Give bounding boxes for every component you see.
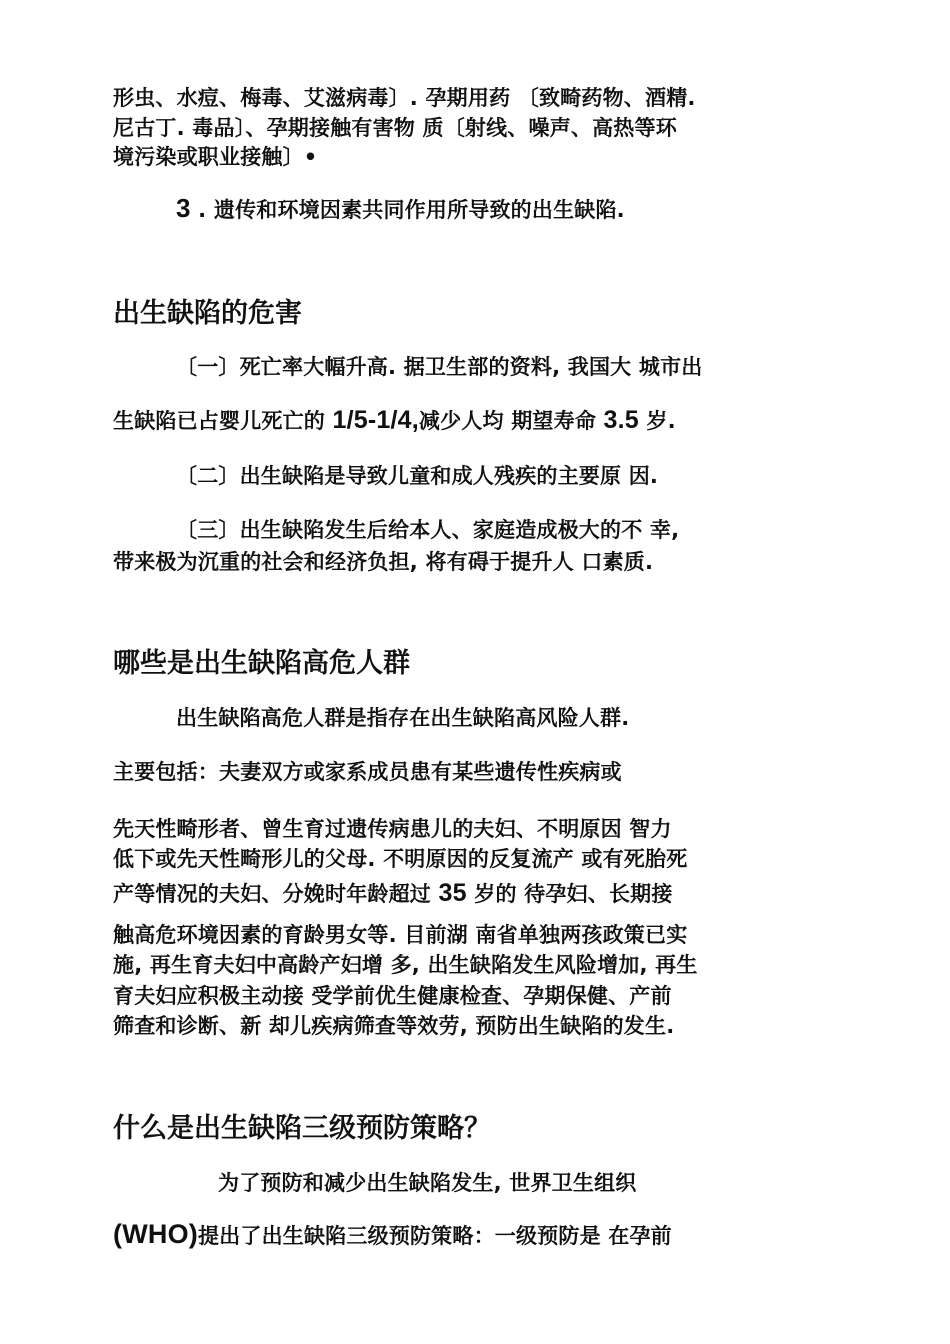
text-line: 〔三〕出生缺陷发生后给本人、家庭造成极大的不 幸,: [176, 518, 680, 542]
text-line: 出生缺陷高危人群是指存在出生缺陷高风险人群.: [176, 706, 630, 730]
list-item: [176, 194, 625, 224]
text-span: 生缺陷已占婴儿死亡的: [113, 409, 333, 433]
text-line: 〔二〕出生缺陷是导致儿童和成人残疾的主要原 因.: [176, 464, 659, 488]
text-line: 先天性畸形者、曾生育过遗传病患儿的夫妇、不明原因 智力: [113, 817, 672, 841]
text-span: 提出了出生缺陷三级预防策略：一级预防是 在孕前: [197, 1224, 672, 1248]
text-line: [113, 1220, 672, 1250]
text-line: 主要包括：夫妻双方或家系成员患有某些遗传性疾病或: [113, 760, 622, 784]
text-line: 施, 再生育夫妇中高龄产妇增 多, 出生缺陷发生风险增加, 再生: [113, 953, 698, 977]
figure-span: (WHO): [113, 1219, 198, 1249]
text-line: 带来极为沉重的社会和经济负担, 将有碍于提升人 口素质.: [113, 550, 654, 574]
figure-span: 3.5: [603, 406, 639, 434]
section-heading: 哪些是出生缺陷高危人群: [113, 648, 410, 679]
text-line: 〔一〕死亡率大幅升高. 据卫生部的资料, 我国大 城市出: [176, 355, 703, 379]
text-line: 触高危环境因素的育龄男女等. 目前湖 南省单独两孩政策已实: [113, 923, 688, 947]
text-line: 为了预防和减少出生缺陷发生, 世界卫生组织: [218, 1171, 637, 1195]
text-line: 低下或先天性畸形儿的父母. 不明原因的反复流产 或有死胎死: [113, 847, 688, 871]
figure-span: 1/5-1/4,: [332, 406, 419, 434]
text-line: 境污染或职业接触〕•: [113, 145, 318, 169]
text-span: 产等情况的夫妇、分娩时年龄超过: [113, 882, 439, 906]
list-number: 3: [176, 193, 191, 223]
section-heading: 出生缺陷的危害: [113, 298, 302, 329]
text-span: 减少人均 期望寿命: [418, 409, 604, 433]
text-span: 岁的 待孕妇、长期接: [466, 882, 673, 906]
text-line: [113, 879, 673, 908]
text-line: 育夫妇应积极主动接 受学前优生健康检查、孕期保健、产前: [113, 984, 672, 1008]
section-heading: 什么是出生缺陷三级预防策略？: [113, 1113, 491, 1144]
text-span: 岁.: [638, 409, 676, 433]
figure-span: 35: [438, 879, 467, 907]
list-text: . 遗传和环境因素共同作用所导致的出生缺陷.: [190, 198, 625, 222]
text-line: [113, 406, 676, 435]
text-line: 形虫、水痘、梅毒、艾滋病毒〕. 孕期用药 〔致畸药物、酒精.: [113, 86, 696, 110]
text-line: 筛查和诊断、新 却儿疾病筛查等效劳, 预防出生缺陷的发生.: [113, 1014, 675, 1038]
text-line: 尼古丁. 毒品〕、孕期接触有害物 质〔射线、噪声、高热等环: [113, 116, 677, 140]
